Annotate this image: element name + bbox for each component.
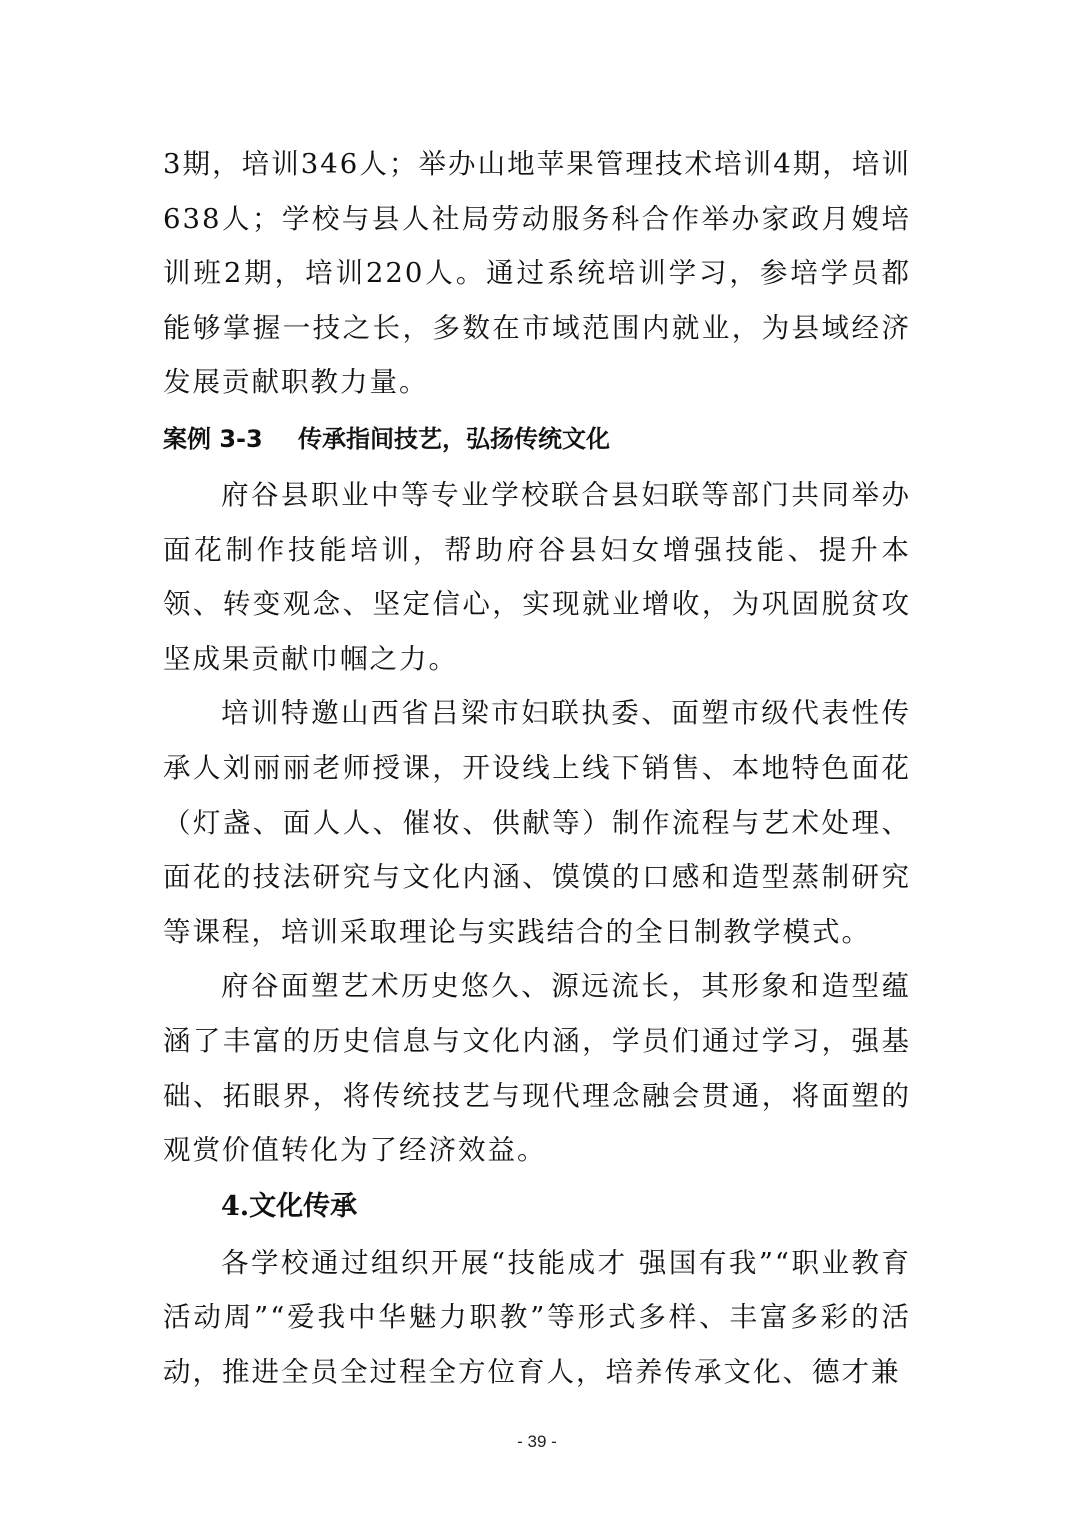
case-number: 案例 3-3 — [163, 424, 263, 453]
case-title: 传承指间技艺，弘扬传统文化 — [298, 424, 610, 453]
section-heading: 4.文化传承 — [221, 1190, 358, 1222]
document-page — [163, 137, 911, 1399]
paragraph-training-summary: 3期，培训346人；举办山地苹果管理技术培训4期，培训638人；学校与县人社局劳动服务科合作举办家政月嫂培训班2期，培训220人。通过系统培训学习，参培学员都能够掌握一技之长，多数在市域范围内就业，为县域经济发展贡献职教力量。 — [163, 148, 911, 399]
paragraph-case-courses: 培训特邀山西省吕梁市妇联执委、面塑市级代表性传承人刘丽丽老师授课，开设线上线下销售、本地特色面花（灯盏、面人人、催妆、供献等）制作流程与艺术处理、面花的技法研究与文化内涵、馍馍的口感和造型蒸制研究等课程，培训采取理论与实践结合的全日制教学模式。 — [163, 697, 911, 948]
page-number: - 39 - — [517, 1432, 557, 1451]
paragraph-case-outcome: 府谷面塑艺术历史悠久、源远流长，其形象和造型蕴涵了丰富的历史信息与文化内涵，学员们通过学习，强基础、拓眼界，将传统技艺与现代理念融会贯通，将面塑的观赏价值转化为了经济效益。 — [163, 970, 911, 1167]
case-heading — [163, 410, 911, 468]
paragraph-case-intro: 府谷县职业中等专业学校联合县妇联等部门共同举办面花制作技能培训，帮助府谷县妇女增强技能、提升本领、转变观念、坚定信心，实现就业增收，为巩固脱贫攻坚成果贡献巾帼之力。 — [163, 478, 911, 675]
paragraph-culture-activities: 各学校通过组织开展“技能成才 强国有我”“职业教育活动周”“爱我中华魅力职教”等形式多样、丰富多彩的活动，推进全员全过程全方位育人，培养传承文化、德才兼 — [163, 1246, 911, 1388]
